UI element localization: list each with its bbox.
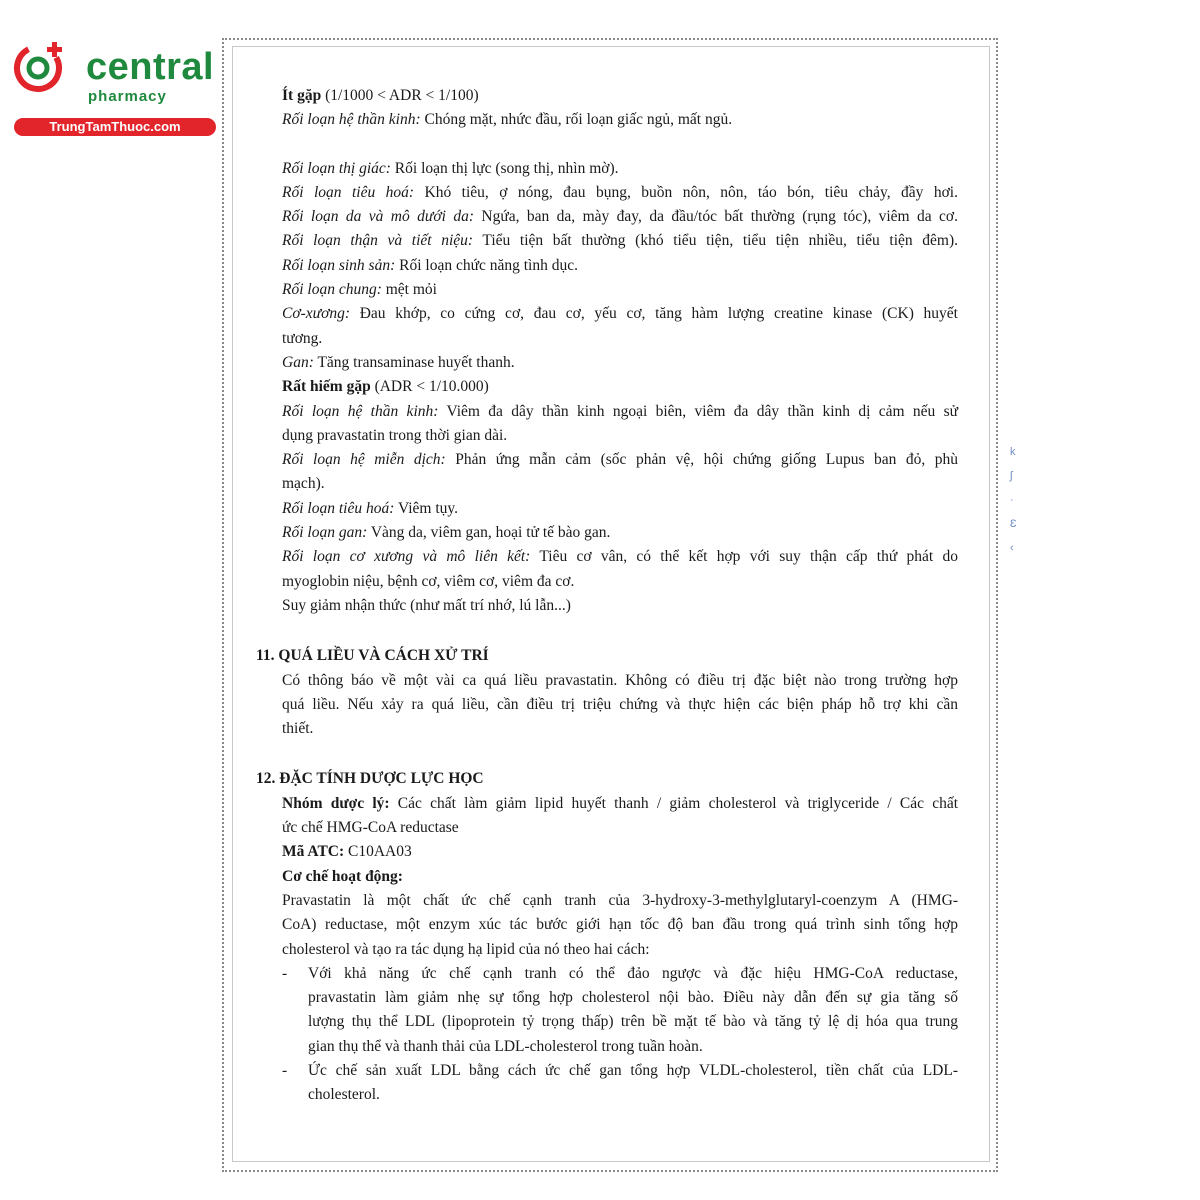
bullet-line: Với khả năng ức chế cạnh tranh có thể đảo ngược và đặc hiệu HMG-CoA reductase, (308, 964, 958, 982)
atc-code: Mã ATC: C10AA03 (282, 843, 412, 861)
bullet-dash: - (282, 964, 288, 982)
section-11-text: Có thông báo về một vài ca quá liều pravastatin. Không có điều trị đặc biệt nào trong trường hợp (282, 671, 958, 689)
rare-item-cont: myoglobin niệu, bệnh cơ, viêm cơ, viêm đa cơ. (282, 572, 575, 590)
mechanism-heading: Cơ chế hoạt động: (282, 867, 403, 885)
section-11-text: thiết. (282, 720, 314, 738)
mechanism-text: Pravastatin là một chất ức chế cạnh tranh của 3-hydroxy-3-methylglutaryl-coenzym A (HMG- (282, 891, 958, 909)
rare-item: Rối loạn gan: Vàng da, viêm gan, hoại tử tế bào gan. (282, 524, 611, 542)
rare-item-cont: mạch). (282, 475, 325, 493)
uncommon-item-cont: tương. (282, 329, 323, 347)
pharmacologic-group: Nhóm dược lý: Các chất làm giảm lipid huyết thanh / giảm cholesterol và triglyceride / Các chất (282, 794, 959, 812)
uncommon-item: Rối loạn da và mô dưới da: Ngứa, ban da, mày đay, da đầu/tóc bất thường (rụng tóc), viêm da cơ. (282, 208, 958, 226)
mechanism-text: cholesterol và tạo ra tác dụng hạ lipid của nó theo hai cách: (282, 940, 650, 958)
scan-edge-marks: k ʃ · Ɛ ‹ (1010, 446, 1017, 554)
very-rare-heading: Rất hiếm gặp (ADR < 1/10.000) (282, 378, 489, 396)
mechanism-text: CoA) reductase, một enzym xúc tác bước giới hạn tốc độ ban đầu trong quá trình sinh tổng hợp (282, 916, 958, 934)
bullet-line: lượng thụ thể LDL (lipoprotein tỷ trọng thấp) trên bề mặt tế bào và tăng tỷ lệ dị hóa qua trung (308, 1013, 958, 1031)
rare-item: Rối loạn hệ miễn dịch: Phản ứng mẫn cảm (sốc phản vệ, hội chứng giống Lupus ban đỏ, phù (282, 451, 958, 469)
bullet-dash: - (282, 1061, 288, 1079)
uncommon-item: Cơ-xương: Đau khớp, co cứng cơ, đau cơ, yếu cơ, tăng hàm lượng creatine kinase (CK) huyết (282, 305, 958, 323)
section-12-title: 12. ĐẶC TÍNH DƯỢC LỰC HỌC (256, 770, 484, 788)
uncommon-item: Rối loạn hệ thần kinh: Chóng mặt, nhức đầu, rối loạn giấc ngủ, mất ngủ. (282, 111, 733, 129)
mechanism-bullet (282, 962, 958, 1059)
document-body (256, 84, 959, 1108)
logo-brand: central (86, 46, 215, 88)
pharmacy-cross-icon (12, 40, 66, 94)
mechanism-bullet (282, 1059, 958, 1108)
rare-item: Rối loạn cơ xương và mô liên kết: Tiêu cơ vân, có thể kết hợp với suy thận cấp thứ phát do (282, 548, 958, 566)
logo-site-badge: TrungTamThuoc.com (14, 118, 216, 136)
central-pharmacy-logo (8, 34, 218, 140)
uncommon-item: Rối loạn chung: mệt mỏi (282, 281, 437, 299)
uncommon-heading: Ít gặp (1/1000 < ADR < 1/100) (282, 87, 479, 104)
pharmacologic-group-cont: ức chế HMG-CoA reductase (282, 819, 459, 837)
bullet-line: cholesterol. (308, 1086, 380, 1104)
uncommon-item: Rối loạn thận và tiết niệu: Tiểu tiện bất thường (khó tiểu tiện, tiểu tiện nhiều, tiểu tiện đêm). (282, 232, 958, 250)
uncommon-item: Rối loạn tiêu hoá: Khó tiêu, ợ nóng, đau bụng, buồn nôn, nôn, táo bón, tiêu chảy, đầy hơi. (282, 183, 958, 201)
rare-item: Suy giảm nhận thức (như mất trí nhớ, lú lẫn...) (282, 596, 571, 614)
uncommon-item: Gan: Tăng transaminase huyết thanh. (282, 353, 515, 371)
rare-item: Rối loạn tiêu hoá: Viêm tụy. (282, 499, 459, 517)
uncommon-item: Rối loạn sinh sản: Rối loạn chức năng tình dục. (282, 256, 578, 274)
rare-item: Rối loạn hệ thần kinh: Viêm đa dây thần kinh ngoại biên, viêm đa dây thần kinh dị cảm nếu sử (282, 402, 958, 420)
section-11-text: quá liều. Nếu xảy ra quá liều, cần điều trị triệu chứng và thực hiện các biện pháp hỗ trợ khi cần (282, 695, 958, 713)
bullet-line: gian thụ thể và thanh thải của LDL-cholesterol trong tuần hoàn. (308, 1037, 703, 1055)
section-11-title: 11. QUÁ LIỀU VÀ CÁCH XỬ TRÍ (256, 647, 489, 665)
uncommon-item: Rối loạn thị giác: Rối loạn thị lực (song thị, nhìn mờ). (282, 159, 619, 177)
rare-item-cont: dụng pravastatin trong thời gian dài. (282, 426, 508, 444)
logo-subtitle: pharmacy (88, 88, 167, 105)
bullet-line: Ức chế sản xuất LDL bằng cách ức chế gan tổng hợp VLDL-cholesterol, tiền chất của LDL- (308, 1061, 958, 1079)
bullet-line: pravastatin làm giảm nhẹ sự tổng hợp cholesterol nội bào. Điều này dẫn đến sự gia tăng số (308, 989, 958, 1007)
